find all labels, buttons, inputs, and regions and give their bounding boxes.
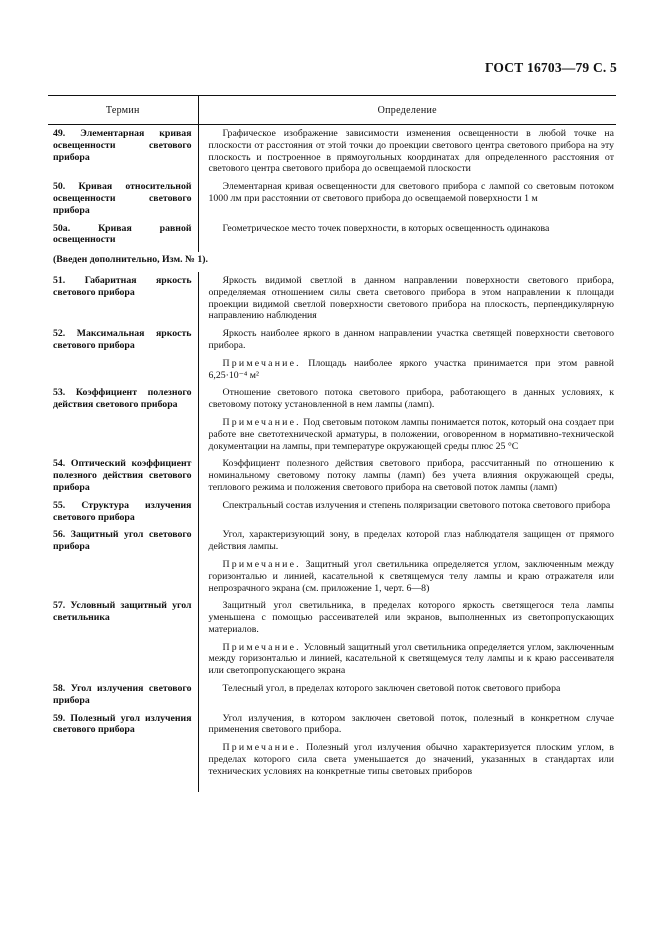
table-row [48,458,616,499]
note-label: Примечание. [222,357,301,369]
definition-cell [198,223,616,253]
column-header-definition: Определение [198,96,616,125]
term-text: 59. Полезный угол излучения светового прибора [53,712,192,736]
table-row [48,125,616,182]
term-cell [48,387,198,458]
table-row [48,500,616,530]
definition-cell [198,529,616,600]
column-header-term: Термин [48,96,198,125]
term-text: 49. Элементарная кривая освещенности светового прибора [53,128,192,163]
note-label: Примечание. [222,558,301,570]
term-text: 50. Кривая относительной освещенности светового прибора [53,181,192,216]
table-row [48,529,616,600]
definition-cell [198,458,616,499]
table-row [48,713,616,784]
term-cell [48,328,198,387]
term-cell [48,223,198,253]
table-row [48,223,616,253]
note-text: Под световым потоком лампы понимается поток, который она создает при работе вне светотехнической арматуры, в положении, оговоренном в нормативно-технической документации на лампы, при температуре окружающей среды плюс 25 °С [208,416,614,452]
definition-cell [198,500,616,530]
definition-note [209,742,615,777]
table-row [48,600,616,683]
term-text: 54. Оптический коэффициент полезного действия светового прибора [53,458,192,493]
term-cell [48,125,198,182]
term-text: 50а. Кривая равной освещенности [53,222,192,246]
definition-note [209,642,615,677]
amendment-row [48,252,616,272]
term-cell [48,181,198,222]
term-cell [48,272,198,328]
definition-cell [198,181,616,222]
table-row [48,272,616,328]
definition-cell [198,272,616,328]
definition-note [209,417,615,452]
definition-cell [198,683,616,713]
definition-text: Угол излучения, в котором заключен световой поток, полезный в конкретном случае применения светового прибора. [208,712,614,736]
term-cell [48,600,198,683]
page-header: ГОСТ 16703—79 С. 5 [484,60,617,75]
definition-cell [198,328,616,387]
definition-cell [198,713,616,784]
note-label: Примечание. [222,742,301,754]
note-text: Площадь наиболее яркого участка принимается при этом равной 6,25·10⁻⁴ м² [208,357,614,381]
definition-cell [198,387,616,458]
note-label: Примечание. [222,641,301,653]
definition-text: Отношение светового потока светового прибора, работающего в данных условиях, к световому потоку установленной в нем лампы (ламп). [208,387,614,411]
definition-text: Коэффициент полезного действия светового прибора, рассчитанный по отношению к номинальному световому потоку лампы (ламп) без учета влияния окружающей среды, теплового режима и положения светового прибора на световой поток лампы (ламп) [208,458,614,493]
term-text: 53. Коэффициент полезного действия светового прибора [53,387,192,411]
note-label: Примечание. [222,416,301,428]
term-cell [48,713,198,784]
term-cell [48,529,198,600]
note-text: Условный защитный угол светильника определяется углом, заключенным между горизонталью и линией, касательной к светящемуся телу лампы и к краю рассеивателя или светопропускающего экрана [208,641,614,677]
term-text: 56. Защитный угол светового прибора [53,529,192,553]
definition-text: Телесный угол, в пределах которого заключен световой поток светового прибора [222,683,561,695]
term-cell [48,458,198,499]
definition-cell [198,600,616,683]
term-cell [48,683,198,713]
term-cell [48,500,198,530]
definition-text: Угол, характеризующий зону, в пределах которой глаз наблюдателя защищен от прямого действия лампы. [208,529,614,553]
amendment-note: (Введен дополнительно, Изм. № 1). [53,254,208,266]
definition-text: Графическое изображение зависимости изменения освещенности в любой точке на плоскости от расстояния от этой точки до проекции светового центра светового прибора на эту плоскость и построенное в прямоугольных координатах для определенного расстояния от светового центра светового прибора до освещаемой плоскости [208,128,614,175]
term-text: 58. Угол излучения светового прибора [53,683,192,706]
definition-text: Яркость видимой светлой в данном направлении поверхности светового прибора, определяемая отношением силы света светового прибора в этом направлении к площади проекции видимой светлой поверхности светового прибора на плоскость, перпендикулярную направлению наблюдения [208,274,614,322]
table-row [48,387,616,458]
table-header-row [48,96,616,125]
definition-text: Защитный угол светильника, в пределах которого яркость светящегося тела лампы уменьшена с помощью рассеивателей или экранов, выполненных из светопропускающих материалов. [208,600,614,635]
terms-table [48,95,616,792]
term-text: 52. Максимальная яркость светового прибора [53,328,192,351]
note-text: Защитный угол светильника определяется углом, заключенным между горизонталью и линией, касательной к светящемуся телу лампы и краю отражателя или непрозрачного экрана (см. приложение 1, черт. 6—8) [208,558,615,594]
term-text: 55. Структура излучения светового прибора [53,499,192,523]
table-row [48,683,616,713]
note-text: Полезный угол излучения обычно характеризуется плоским углом, в пределах которого сила света уменьшается до значений, указанных в стандартах или технических условиях на конкретные типы световых приборов [208,742,614,777]
table-row [48,328,616,387]
definition-text: Яркость наиболее яркого в данном направлении участка светящей поверхности светового прибора. [208,328,614,351]
term-text: 51. Габаритная яркость светового прибора [53,274,192,298]
definition-text: Спектральный состав излучения и степень поляризации светового потока светового прибора [222,499,611,511]
table-row [48,181,616,222]
definition-note [209,559,615,594]
term-text: 57. Условный защитный угол светильника [53,600,192,624]
definition-text: Элементарная кривая освещенности для светового прибора с лампой со световым потоком 1000 лм при расстоянии от светового прибора до освещаемой поверхности 1 м [208,181,614,204]
definition-text: Геометрическое место точек поверхности, в которых освещенность одинакова [222,222,550,234]
definition-cell [198,125,616,182]
definition-note [209,358,615,382]
